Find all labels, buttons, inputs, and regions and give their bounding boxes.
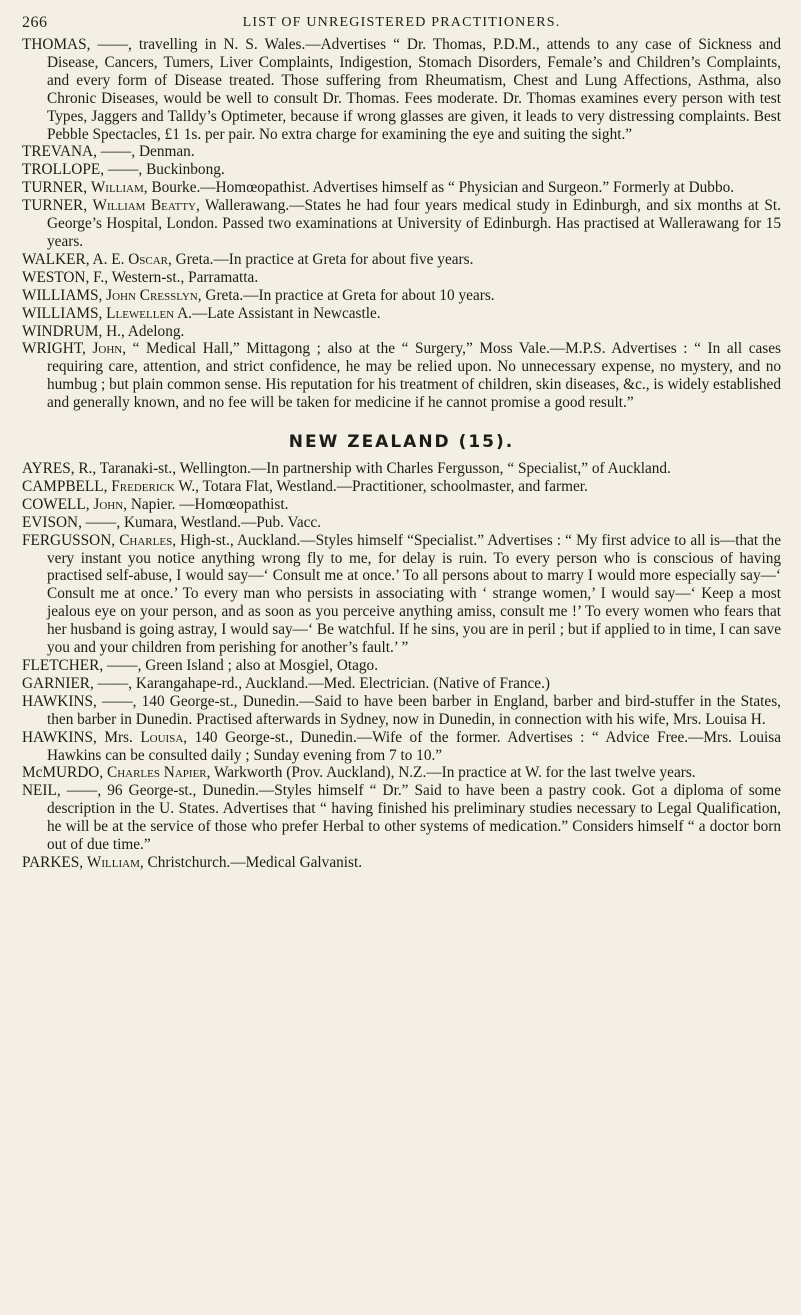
directory-entry — [22, 287, 781, 305]
entry-name-separator: , — [85, 495, 94, 513]
page-header — [22, 0, 781, 34]
entry-surname: WINDRUM — [22, 322, 99, 340]
running-title: LIST OF UNREGISTERED PRACTITIONERS. — [242, 15, 561, 30]
entry-surname: PARKES — [22, 853, 80, 871]
entry-description: , Warkworth (Prov. Auckland), N.Z.—In practice at W. for the last twelve years. — [206, 764, 696, 782]
entry-given-name: Louisa — [140, 728, 184, 746]
entry-description: , ——, Denman. — [93, 143, 195, 161]
directory-entry — [22, 269, 781, 287]
entry-surname: TROLLOPE — [22, 161, 101, 179]
entry-surname: AYRES — [22, 460, 71, 478]
directory-entry — [22, 729, 781, 765]
directory-entry — [22, 197, 781, 251]
entry-surname: WESTON — [22, 268, 86, 286]
entry-description: , Christchurch.—Medical Galvanist. — [139, 853, 363, 871]
entry-name-separator: , — [103, 477, 112, 495]
entry-given-name: Charles Napier — [107, 764, 207, 782]
entry-given-name: Llewellen — [106, 304, 175, 322]
entry-description: , Bourke.—Homœopathist. Advertises himself as “ Physician and Surgeon.” Formerly at Dubbo. — [143, 179, 735, 197]
entry-surname: TURNER — [22, 197, 84, 215]
entry-description: , ——, Kumara, Westland.—Pub. Vacc. — [78, 513, 322, 531]
entry-description: W., Totara Flat, Westland.—Practitioner, schoolmaster, and farmer. — [174, 477, 588, 495]
entry-name-separator: , — [83, 179, 91, 197]
entry-description: , ——, Green Island ; also at Mosgiel, Otago. — [99, 657, 379, 674]
entry-surname: COWELL — [22, 495, 86, 513]
entry-given-name: John — [93, 495, 124, 513]
directory-entry — [22, 496, 781, 514]
entry-surname: WILLIAMS — [22, 304, 99, 322]
entry-description: , Wallerawang.—States he had four years medical study in Edinburgh, and six months at St. George’s Hospital, London. Passed two examinations at University of Edinburgh. Has practised at Wallerawang for 15 years. — [47, 197, 781, 250]
directory-entry — [22, 514, 781, 532]
entry-description: , High-st., Auckland.—Styles himself “Specialist.” Advertises : “ My first advice to all is—that the very instant you notice anything wrong fly to me, for delay is ruin. To every person who is conscious of having practised self-abuse, I would say—‘ Consult me at once.’ To all persons about to marry I would more especially say—‘ Consult me at once.’ To every man who persists in associating with ‘ strange women,’ I would say—‘ Keep a most jealous eye on your person, and as soon as you perceive anything amiss, consult me !’ To every women who fears that her husband is going astray, I would say—‘ Be watchful. If he sins, you are in peril ; but if applied to in time, I can save you and your children from perishing for another’s fault.’ ” — [47, 531, 781, 657]
entry-surname: GARNIER — [22, 674, 90, 692]
directory-entry — [22, 693, 781, 729]
entry-given-name: John Cresslyn — [106, 286, 198, 304]
entry-surname: WILLIAMS — [22, 286, 99, 304]
entry-name-separator: , — [82, 340, 93, 358]
entry-surname: WALKER — [22, 250, 86, 268]
entry-description: , R., Taranaki-st., Wellington.—In partnership with Charles Fergusson, “ Specialist,” of Auckland. — [70, 460, 671, 478]
entry-description: , F., Western-st., Parramatta. — [85, 268, 259, 286]
entry-description: , Greta.—In practice at Greta for about 10 years. — [197, 286, 495, 304]
entry-description: , ——, Karangahape-rd., Auckland.—Med. Electrician. (Native of France.) — [90, 674, 551, 692]
entry-description: , ——, 96 George-st., Dunedin.—Styles himself “ Dr.” Said to have been a pastry cook. Got a diploma of some description in the U. States. Advertises that “ having finished his preliminary studies necessary to Legal Qualification, he will be at the service of those who prefer Herbal to other systems of medication.” Considers himself “ a doctor born out of due time.” — [47, 782, 781, 854]
directory-entry — [22, 854, 781, 872]
entry-description: , Greta.—In practice at Greta for about five years. — [168, 250, 474, 268]
directory-entry — [22, 323, 781, 341]
entry-given-name: Oscar — [128, 250, 169, 268]
directory-entry — [22, 340, 781, 412]
directory-entry — [22, 36, 781, 143]
entry-description: , Napier. —Homœopathist. — [123, 495, 289, 513]
entry-surname: FLETCHER — [22, 657, 100, 674]
entry-name-separator: , — [83, 197, 93, 215]
entry-description: , 140 George-st., Dunedin.—Wife of the former. Advertises : “ Advice Free.—Mrs. Louisa Hawkins can be consulted daily ; Sunday evening from 7 to 10.” — [47, 728, 781, 764]
directory-entry — [22, 764, 781, 782]
directory-entry — [22, 179, 781, 197]
entry-description: , H., Adelong. — [98, 322, 185, 340]
entry-given-name: John — [92, 340, 123, 358]
entry-surname: CAMPBELL — [22, 477, 104, 495]
entry-surname: FERGUSSON — [22, 531, 112, 549]
entry-surname: EVISON — [22, 513, 79, 531]
directory-entry — [22, 251, 781, 269]
section-heading-new-zealand: NEW ZEALAND (15). — [288, 432, 515, 453]
entry-surname: THOMAS — [22, 36, 87, 53]
entry-name-separator: , — [79, 853, 87, 871]
entry-surname: HAWKINS — [22, 728, 94, 746]
entry-surname: HAWKINS — [22, 692, 94, 710]
new-zealand-entries — [22, 460, 781, 872]
entry-surname: WRIGHT — [22, 340, 83, 358]
entry-description: A.—Late Assistant in Newcastle. — [174, 304, 381, 322]
entry-description: , ——, Buckinbong. — [100, 161, 225, 179]
directory-entry — [22, 161, 781, 179]
entry-description: , ——, 140 George-st., Dunedin.—Said to have been barber in England, barber and bird-stuffer in the States, then barber in Dunedin. Practised afterwards in Sydney, now in Dunedin, in connection with his wife, Mrs. Louisa H. — [47, 692, 781, 728]
directory-entry — [22, 478, 781, 496]
entry-surname: McMURDO — [22, 764, 100, 782]
entry-given-name: William — [86, 853, 140, 871]
entry-name-separator: , Mrs. — [93, 728, 141, 746]
directory-entry — [22, 460, 781, 478]
entry-name-separator: , — [111, 531, 120, 549]
entry-surname: TREVANA — [22, 143, 94, 161]
entry-name-separator: , — [99, 764, 107, 782]
nsw-entries — [22, 36, 781, 412]
directory-entry — [22, 305, 781, 323]
directory-entry — [22, 143, 781, 161]
entry-name-separator: , — [98, 304, 107, 322]
entry-given-name: Charles — [119, 531, 173, 549]
directory-entry — [22, 532, 781, 657]
entry-given-name: Frederick — [111, 477, 175, 495]
entry-name-separator: , A. E. — [85, 250, 129, 268]
entry-name-separator: , — [98, 286, 107, 304]
entry-description: , ——, travelling in N. S. Wales.—Advertises “ Dr. Thomas, P.D.M., attends to any case of Sickness and Disease, Cancers, Tumers, Liver Complaints, Indigestion, Stomach Disorders, Female’s and Children’s Complaints, and every form of Disease treated. Those suffering from Rheumatism, Chest and Lung Affections, Asthma, also Chronic Diseases, would be well to consult Dr. Thomas. Fees moderate. Dr. Thomas examines every person with test Types, Jaggers and Talldy’s Optimeter, because if wrong glasses are given, it leads to very distressing complaints. Best Pebble Spectacles, £1 1s. per pair. No extra charge for examining the eye and suiting the sight.” — [47, 36, 781, 143]
entry-surname: NEIL — [22, 782, 57, 800]
page-number: 266 — [22, 14, 48, 31]
directory-entry — [22, 657, 781, 675]
entry-surname: TURNER — [22, 179, 84, 197]
entry-description: , “ Medical Hall,” Mittagong ; also at the “ Surgery,” Moss Vale.—M.P.S. Advertises : “ In all cases requiring care, attention, and strict confidence, he may be relied upon. No unnecessary expense, no mystery, and no humbug ; but plain common sense. His reputation for his treatment of children, skin diseases, &c., is widely established and generally known, and no fee will be taken for medicine if he cannot promise a good result.” — [47, 340, 781, 412]
entry-given-name: William Beatty — [92, 197, 196, 215]
directory-entry — [22, 675, 781, 693]
directory-entry — [22, 782, 781, 854]
entry-given-name: William — [90, 179, 144, 197]
